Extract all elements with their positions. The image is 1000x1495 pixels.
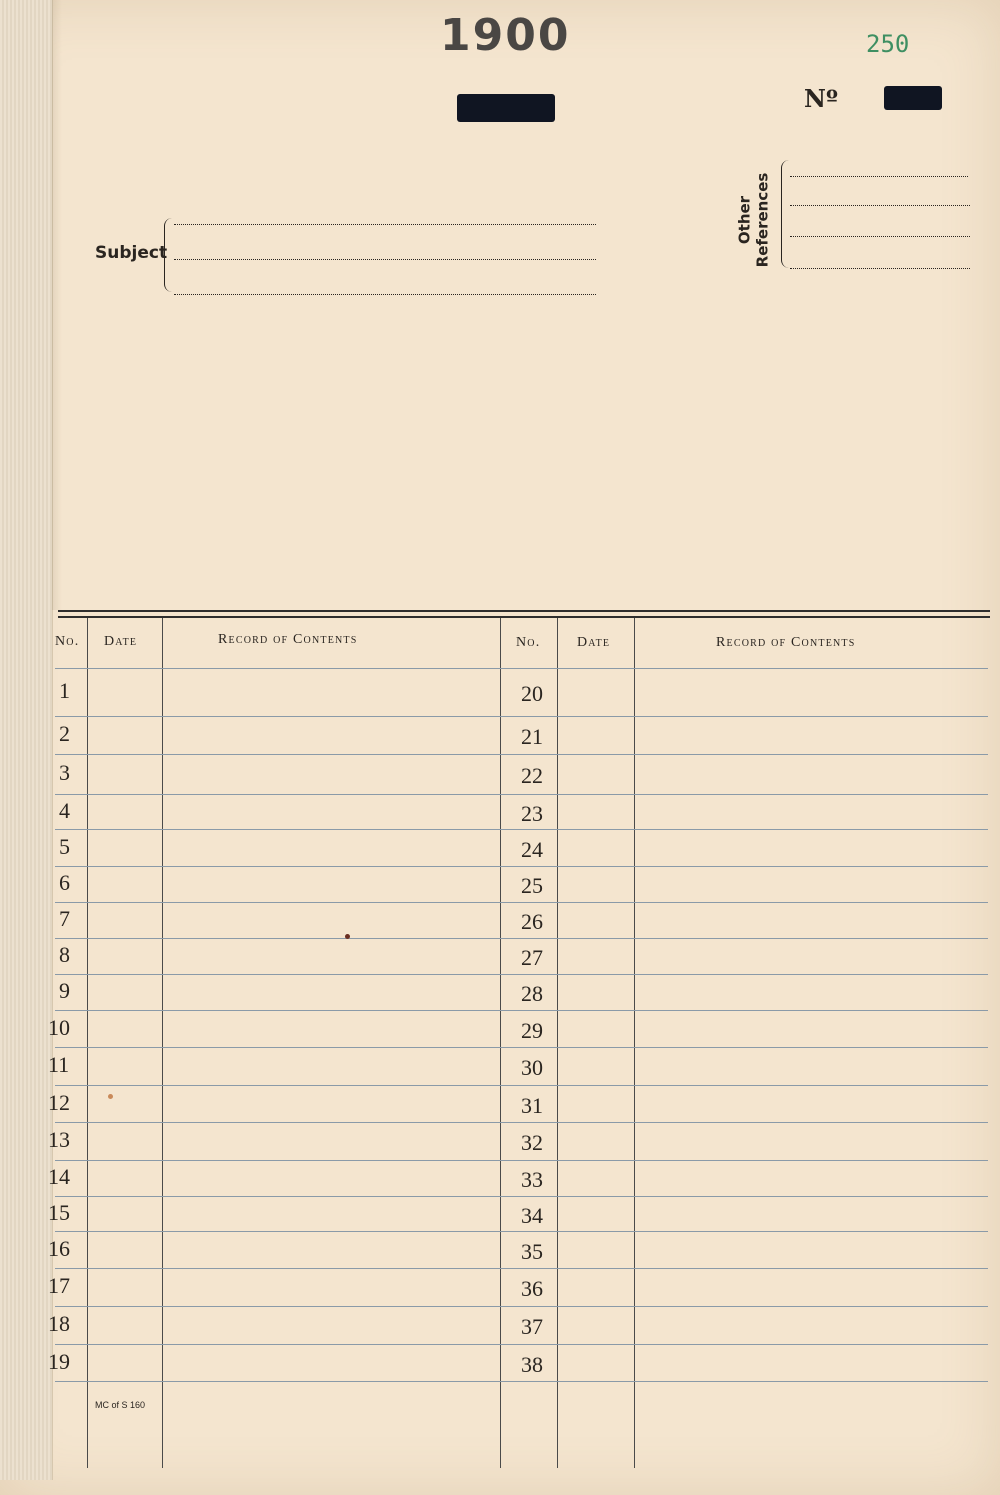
redacted-number	[884, 86, 942, 110]
col-divider	[634, 618, 635, 1468]
row-number-left: 3	[59, 760, 70, 785]
col-header-contents-left: Record of Contents	[218, 632, 358, 647]
col-header-contents-right: Record of Contents	[716, 635, 856, 650]
row-number-right: 29	[521, 1017, 543, 1043]
subject-label: Subject	[95, 243, 168, 263]
row-number-left: 9	[59, 978, 70, 1003]
row-number-right: 28	[521, 981, 543, 1006]
row-rule	[55, 1344, 988, 1345]
row-number-right: 38	[521, 1351, 543, 1377]
row-rule	[55, 1231, 988, 1232]
redacted-block	[457, 94, 555, 122]
row-number-left: 2	[59, 721, 70, 746]
row-rule	[55, 668, 988, 669]
row-rule	[55, 1306, 988, 1307]
row-rule	[55, 1010, 988, 1011]
row-number-right: 23	[521, 800, 543, 826]
row-rule	[55, 974, 988, 975]
row-number-left: 7	[59, 906, 70, 931]
year-heading: 1900	[440, 10, 571, 61]
row-number-right: 24	[521, 836, 543, 862]
col-header-date-left: Date	[104, 634, 138, 649]
row-rule	[55, 1381, 988, 1382]
row-number-left: 4	[59, 797, 70, 823]
row-number-left: 12	[48, 1089, 70, 1115]
row-number-right: 26	[521, 909, 543, 934]
reference-line	[790, 205, 970, 206]
spine-shadow	[52, 0, 62, 610]
row-rule	[55, 754, 988, 755]
row-number-right: 22	[521, 763, 543, 788]
reference-line	[790, 236, 970, 237]
row-rule	[55, 1196, 988, 1197]
number-label: Nº	[804, 84, 838, 113]
row-number-left: 16	[48, 1235, 70, 1261]
binding-spine	[0, 0, 53, 1480]
col-divider	[500, 618, 501, 1468]
row-number-left: 8	[59, 942, 70, 967]
other-references-line-1: Other	[735, 195, 754, 245]
row-number-right: 21	[521, 724, 543, 749]
subject-brace	[164, 218, 175, 292]
row-number-right: 37	[521, 1314, 543, 1339]
row-number-left: 17	[48, 1273, 70, 1298]
col-divider	[162, 618, 163, 1468]
row-number-left: 11	[48, 1052, 70, 1077]
col-header-date-right: Date	[577, 635, 611, 650]
row-number-left: 13	[48, 1127, 70, 1152]
subject-line	[174, 294, 596, 295]
row-number-right: 20	[521, 681, 543, 706]
subject-line	[174, 224, 596, 225]
row-number-left: 5	[59, 833, 70, 859]
row-number-right: 31	[521, 1092, 543, 1118]
row-rule	[55, 1160, 988, 1161]
col-divider	[557, 618, 558, 1468]
other-references-label	[736, 168, 780, 273]
row-number-right: 27	[521, 945, 543, 970]
foxing-spot	[108, 1094, 113, 1099]
col-divider	[87, 618, 88, 1468]
row-number-left: 14	[48, 1164, 70, 1189]
row-number-right: 30	[521, 1055, 543, 1080]
row-rule	[55, 938, 988, 939]
col-header-no-left: No.	[55, 634, 80, 649]
row-rule	[55, 1268, 988, 1269]
form-code: MC of S 160	[95, 1400, 146, 1410]
row-number-right: 33	[521, 1167, 543, 1192]
row-number-left: 18	[48, 1311, 70, 1336]
row-rule	[55, 794, 988, 795]
row-number-left: 10	[48, 1014, 70, 1040]
row-number-left: 6	[59, 870, 70, 895]
row-number-right: 36	[521, 1276, 543, 1301]
col-header-no-right: No.	[516, 635, 541, 650]
row-rule	[55, 866, 988, 867]
row-number-left: 19	[48, 1348, 70, 1374]
reference-line	[790, 176, 968, 177]
row-rule	[55, 716, 988, 717]
row-rule	[55, 1085, 988, 1086]
subject-line	[174, 259, 596, 260]
row-rule	[55, 1122, 988, 1123]
row-rule	[55, 1047, 988, 1048]
row-number-right: 32	[521, 1130, 543, 1155]
ink-spot	[345, 934, 350, 939]
reference-line	[790, 268, 970, 269]
row-rule	[55, 902, 988, 903]
table-top-rule	[58, 610, 990, 618]
row-rule	[55, 829, 988, 830]
row-number-right: 35	[521, 1238, 543, 1264]
row-number-left: 1	[59, 678, 70, 703]
row-number-left: 15	[48, 1199, 70, 1225]
row-number-right: 34	[521, 1202, 543, 1228]
row-number-right: 25	[521, 873, 543, 898]
other-references-line-2: References	[753, 172, 772, 268]
stamped-number: 250	[866, 30, 910, 58]
